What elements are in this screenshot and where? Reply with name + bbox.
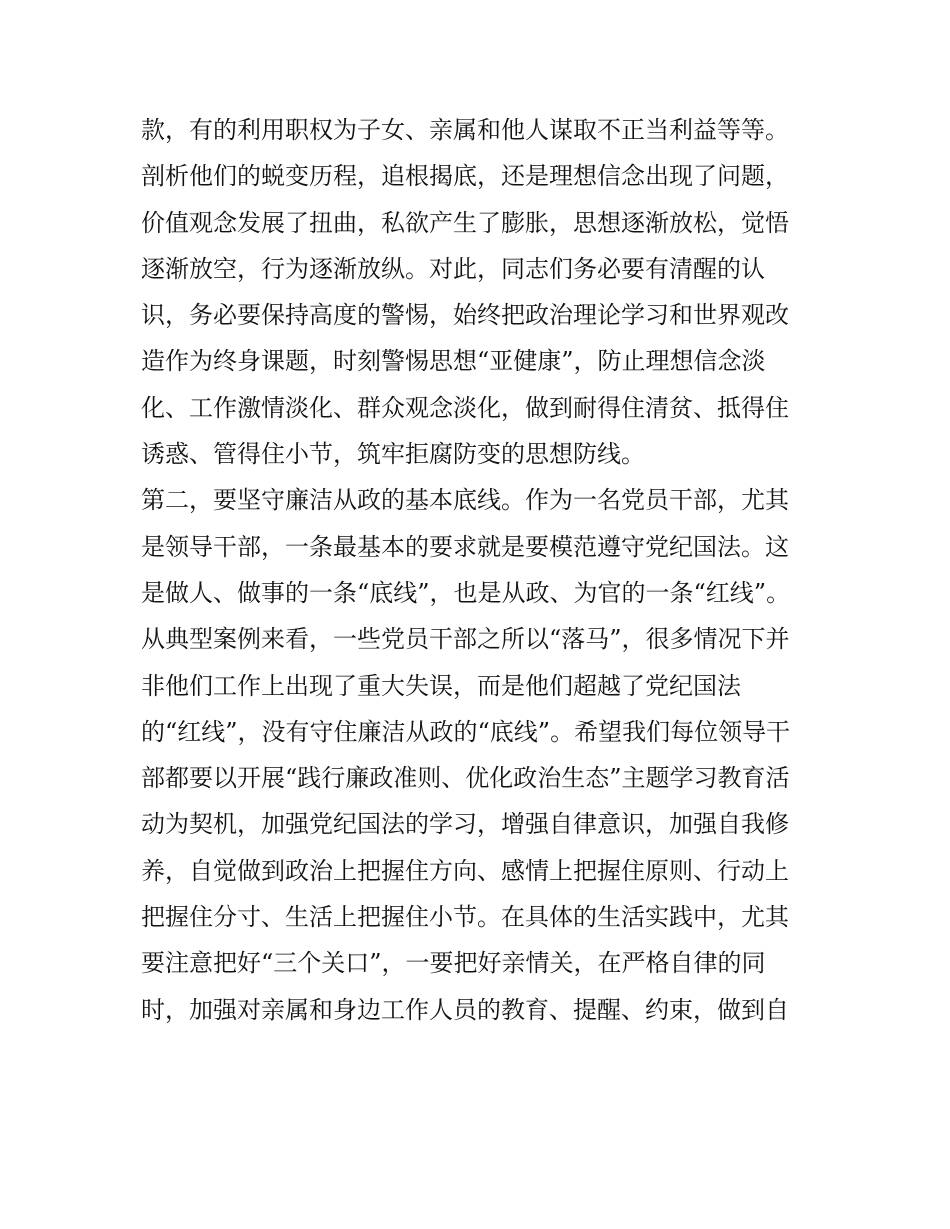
text-line: 时，加强对亲属和身边工作人员的教育、提醒、约束，做到自 xyxy=(141,995,789,1024)
text-line: 价值观念发展了扭曲，私欲产生了膨胀，思想逐渐放松，觉悟 xyxy=(141,208,789,237)
text-line: 非他们工作上出现了重大失误，而是他们超越了党纪国法 xyxy=(141,671,741,700)
text-line: 把握住分寸、生活上把握住小节。在具体的生活实践中，尤其 xyxy=(141,903,789,932)
text-line: 动为契机，加强党纪国法的学习，增强自律意识，加强自我修 xyxy=(141,810,789,839)
text-line: 从典型案例来看，一些党员干部之所以“落马”，很多情况下并 xyxy=(141,625,790,654)
text-line: 化、工作激情淡化、群众观念淡化，做到耐得住清贫、抵得住 xyxy=(141,393,789,422)
text-line: 第二，要坚守廉洁从政的基本底线。作为一名党员干部，尤其 xyxy=(141,486,789,515)
text-line: 诱惑、管得住小节，筑牢拒腐防变的思想防线。 xyxy=(141,440,645,469)
text-line: 造作为终身课题，时刻警惕思想“亚健康”，防止理想信念淡 xyxy=(141,347,766,376)
text-line: 的“红线”，没有守住廉洁从政的“底线”。希望我们每位领导干 xyxy=(141,717,791,746)
text-line: 部都要以开展“践行廉政准则、优化政治生态”主题学习教育活 xyxy=(141,764,790,793)
text-line: 是做人、做事的一条“底线”，也是从政、为官的一条“红线”。 xyxy=(141,578,791,607)
text-line: 养，自觉做到政治上把握住方向、感情上把握住原则、行动上 xyxy=(141,856,789,885)
text-line: 剖析他们的蜕变历程，追根揭底，还是理想信念出现了问题， xyxy=(141,162,789,191)
text-line: 逐渐放空，行为逐渐放纵。对此，同志们务必要有清醒的认 xyxy=(141,254,765,283)
text-line: 款，有的利用职权为子女、亲属和他人谋取不正当利益等等。 xyxy=(141,116,789,144)
body-text xyxy=(141,107,831,1033)
text-line: 识，务必要保持高度的警惕，始终把政治理论学习和世界观改 xyxy=(141,301,789,330)
text-line: 要注意把好“三个关口”，一要把好亲情关，在严格自律的同 xyxy=(141,949,766,978)
text-line: 是领导干部，一条最基本的要求就是要模范遵守党纪国法。这 xyxy=(141,532,789,561)
